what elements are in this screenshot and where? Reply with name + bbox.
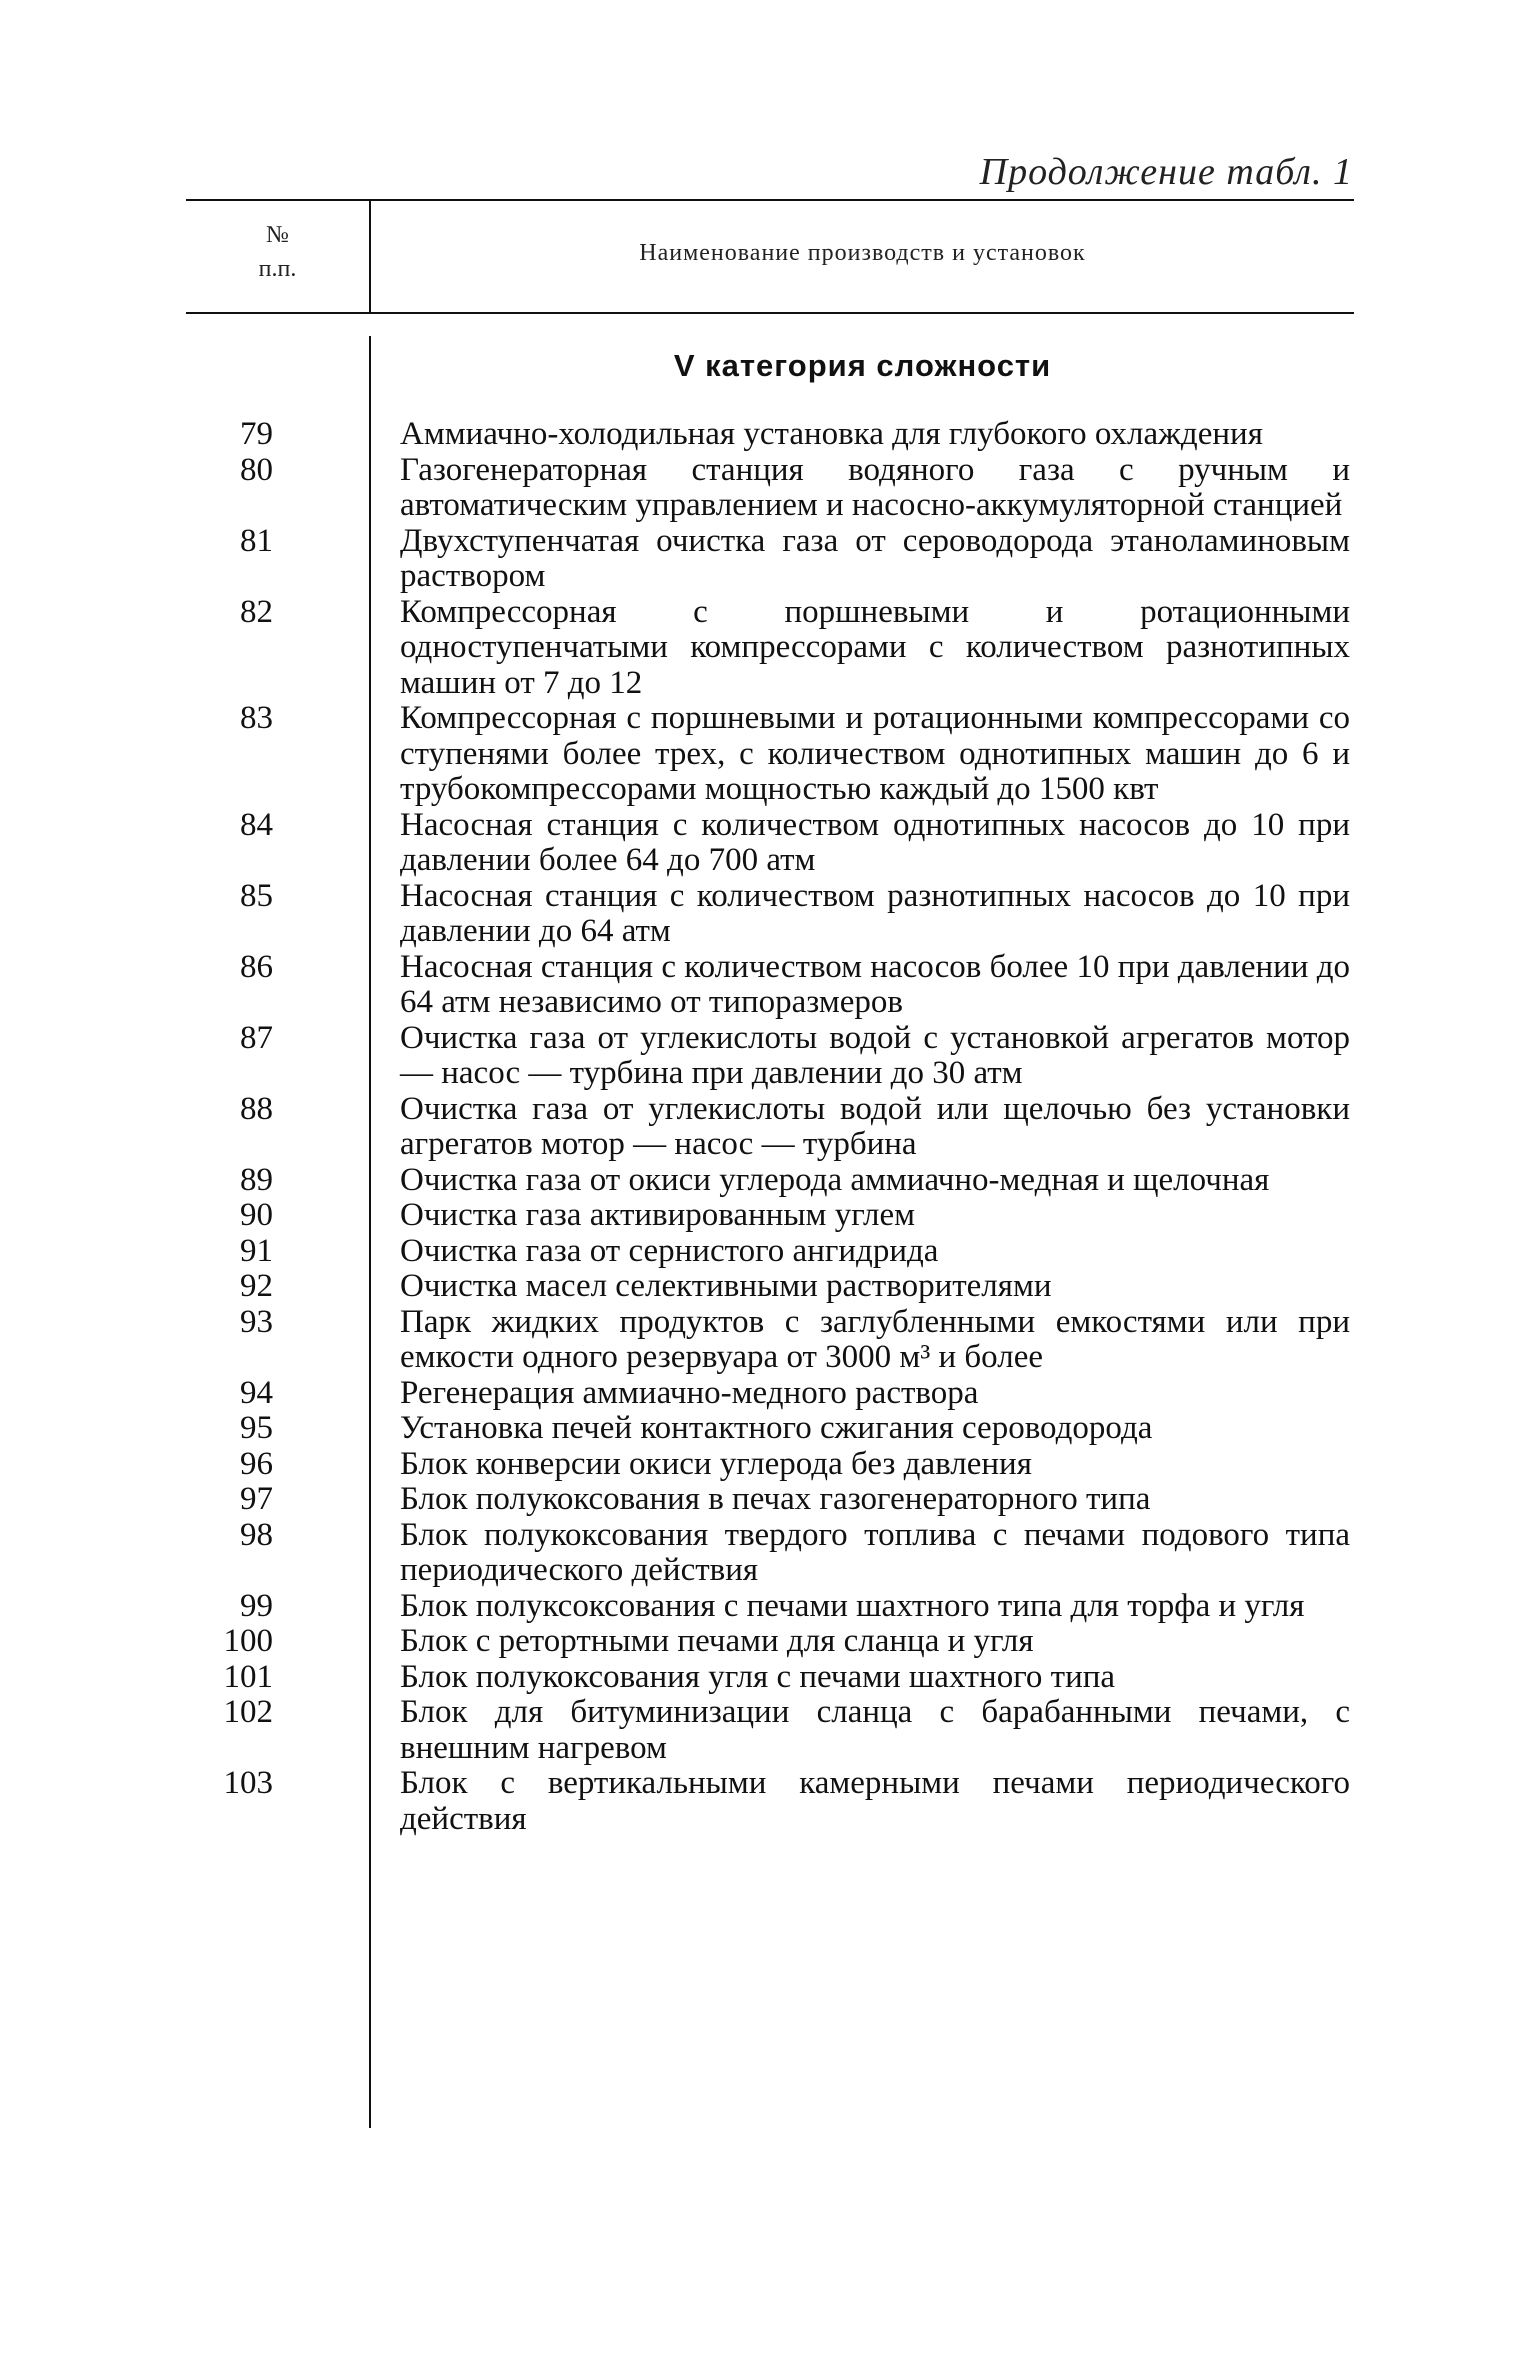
row-number: 93 xyxy=(240,1303,273,1340)
table-row xyxy=(186,417,1354,453)
row-number: 94 xyxy=(240,1374,273,1411)
table-row xyxy=(186,879,1354,950)
row-name: Насосная станция с количеством насосов более 10 при давлении до 64 атм независимо от типоразмеров xyxy=(400,948,1350,1020)
row-number: 79 xyxy=(240,416,273,452)
table-row xyxy=(186,1589,1354,1625)
row-name: Блок для битуминизации сланца с барабанными печами, с внешним нагревом xyxy=(400,1694,1350,1766)
table-row xyxy=(186,1624,1354,1660)
table-row xyxy=(186,595,1354,702)
row-name: Блок конверсии окиси углерода без давления xyxy=(400,1445,1032,1482)
row-number: 100 xyxy=(223,1623,273,1659)
row-name: Двухступенчатая очистка газа от сероводорода этаноламиновым раствором xyxy=(400,522,1350,594)
row-name: Очистка газа от сернистого ангидрида xyxy=(400,1232,939,1269)
table-row xyxy=(186,1269,1354,1305)
row-name: Очистка газа от углекислоты водой или щелочью без установки агрегатов мотор — насос — турбина xyxy=(400,1090,1350,1162)
row-name: Блок полукоксования в печах газогенераторного типа xyxy=(400,1481,1151,1517)
table-row xyxy=(186,950,1354,1021)
column-header-number xyxy=(186,218,369,286)
row-name: Аммиачно-холодильная установка для глубокого охлаждения xyxy=(400,416,1263,452)
table-row xyxy=(186,524,1354,595)
row-name: Блок с ретортными печами для сланца и угля xyxy=(400,1623,1034,1659)
column-header-number-text: № п.п. xyxy=(258,222,297,282)
table-row xyxy=(186,1695,1354,1766)
table-body xyxy=(186,417,1354,1837)
row-name: Блок с вертикальными камерными печами периодического действия xyxy=(400,1765,1350,1837)
table-row xyxy=(186,1482,1354,1518)
row-name: Насосная станция с количеством разнотипных насосов до 10 при давлении до 64 атм xyxy=(400,877,1350,949)
row-number: 86 xyxy=(240,948,273,985)
row-number: 95 xyxy=(240,1410,273,1446)
table-row xyxy=(186,1092,1354,1163)
row-number: 103 xyxy=(223,1765,273,1801)
table-row xyxy=(186,1163,1354,1199)
row-name: Очистка газа активированным углем xyxy=(400,1197,916,1233)
row-number: 83 xyxy=(240,700,273,736)
row-number: 82 xyxy=(240,593,273,630)
row-number: 102 xyxy=(223,1694,273,1730)
table-row xyxy=(186,453,1354,524)
category-heading: V категория сложности xyxy=(673,348,1052,383)
row-number: 84 xyxy=(240,806,273,843)
row-name: Очистка масел селективными растворителями xyxy=(400,1268,1052,1304)
row-name: Парк жидких продуктов с заглубленными емкостями или при емкости одного резервуара от 3000 м³ и более xyxy=(400,1303,1350,1375)
table-row xyxy=(186,808,1354,879)
row-name: Газогенераторная станция водяного газа с ручным и автоматическим управлением и насосно-аккумуляторной станцией xyxy=(400,451,1350,523)
table-row xyxy=(186,1660,1354,1696)
row-name: Компрессорная с поршневыми и ротационными компрессорами со ступенями более трех, с количеством однотипных машин до 6 и трубокомпрессорами мощностью каждый до 1500 квт xyxy=(400,700,1350,807)
row-number: 101 xyxy=(223,1658,273,1695)
row-name: Очистка газа от окиси углерода аммиачно-медная и щелочная xyxy=(400,1161,1270,1198)
row-name: Блок полуксоксования с печами шахтного типа для торфа и угля xyxy=(400,1587,1305,1624)
row-number: 98 xyxy=(240,1516,273,1553)
row-number: 97 xyxy=(240,1481,273,1517)
row-number: 80 xyxy=(240,451,273,488)
table-continuation-label: Продолжение табл. 1 xyxy=(979,151,1353,193)
row-name: Установка печей контактного сжигания сероводорода xyxy=(400,1410,1153,1446)
row-name: Очистка газа от углекислоты водой с установкой агрегатов мотор — насос — турбина при давлении до 30 атм xyxy=(400,1019,1350,1091)
row-name: Насосная станция с количеством однотипных насосов до 10 при давлении более 64 до 700 атм xyxy=(400,806,1350,878)
table-row xyxy=(186,701,1354,808)
row-name: Блок полукоксования угля с печами шахтного типа xyxy=(400,1658,1116,1695)
row-number: 90 xyxy=(240,1197,273,1233)
row-name: Регенерация аммиачно-медного раствора xyxy=(400,1374,979,1411)
row-number: 85 xyxy=(240,877,273,914)
table-row xyxy=(186,1766,1354,1837)
table-row xyxy=(186,1411,1354,1447)
table-row xyxy=(186,1305,1354,1376)
row-number: 87 xyxy=(240,1019,273,1056)
row-number: 99 xyxy=(240,1587,273,1624)
row-number: 88 xyxy=(240,1090,273,1127)
column-header-name: Наименование производств и установок xyxy=(639,240,1086,266)
table-row xyxy=(186,1198,1354,1234)
table-row xyxy=(186,1447,1354,1483)
row-number: 96 xyxy=(240,1445,273,1482)
row-name: Блок полукоксования твердого топлива с печами подового типа периодического действия xyxy=(400,1516,1350,1588)
table-row xyxy=(186,1021,1354,1092)
row-number: 89 xyxy=(240,1161,273,1198)
table-top-rule xyxy=(186,199,1354,201)
row-number: 91 xyxy=(240,1232,273,1269)
table-header-rule xyxy=(186,312,1354,314)
table-row xyxy=(186,1518,1354,1589)
table-row xyxy=(186,1234,1354,1270)
row-name: Компрессорная с поршневыми и ротационными одноступенчатыми компрессорами с количеством разнотипных машин от 7 до 12 xyxy=(400,593,1350,701)
row-number: 92 xyxy=(240,1268,273,1304)
row-number: 81 xyxy=(240,522,273,559)
table-row xyxy=(186,1376,1354,1412)
